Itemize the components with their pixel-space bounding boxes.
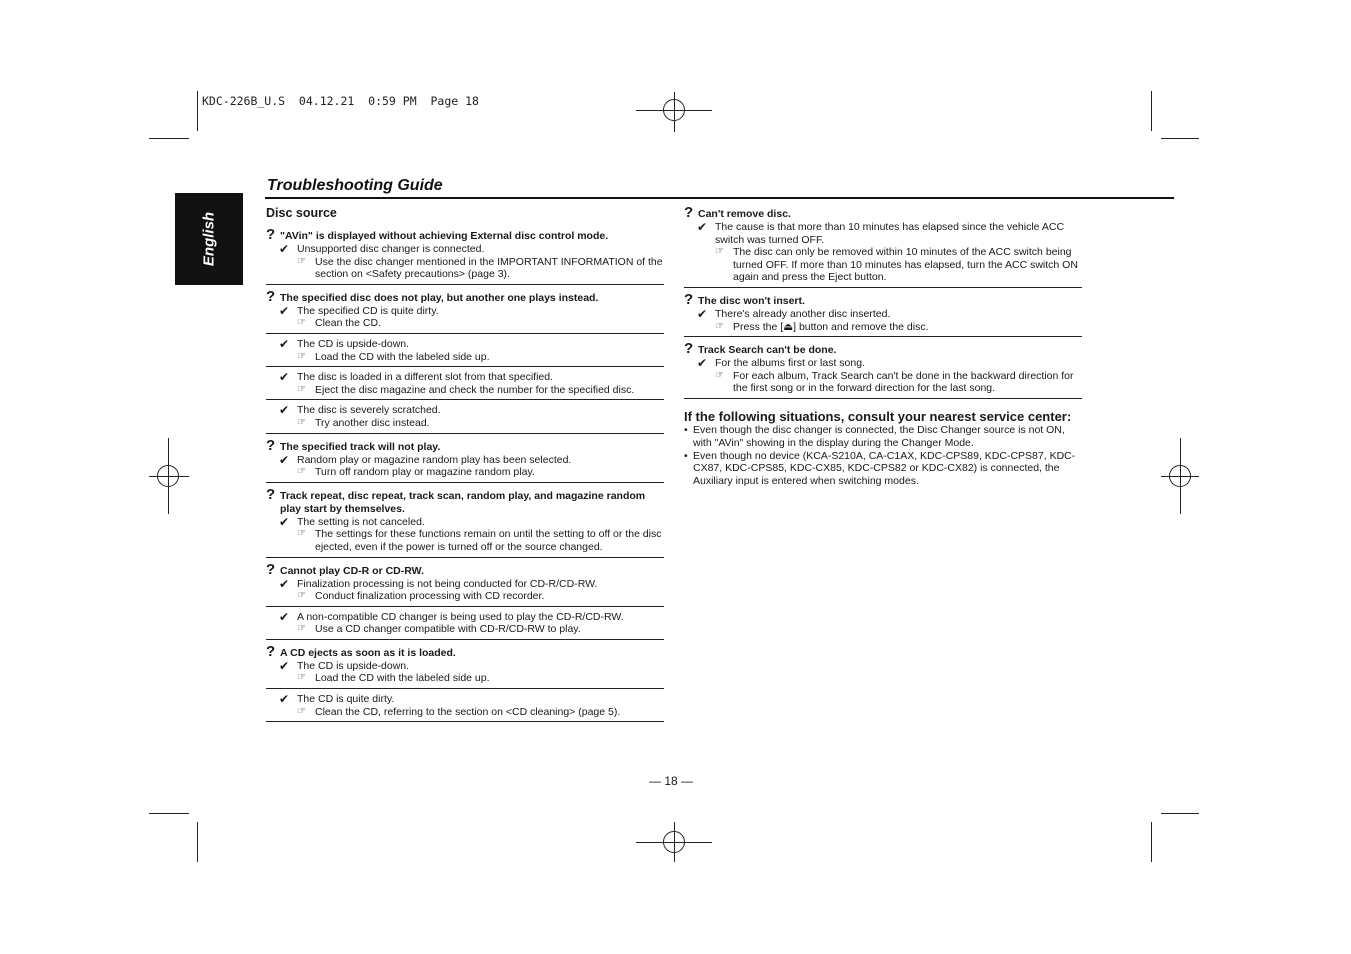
check-icon: ✔ [697,306,708,321]
problem-item [266,642,664,722]
language-tab [175,193,243,285]
cause-text: The setting is not canceled. [297,515,425,528]
check-icon: ✔ [279,336,290,351]
cause-row [279,516,664,529]
problem-question [684,342,1082,357]
remedy-text: Load the CD with the labeled side up. [315,672,490,685]
question-text: Can't remove disc. [698,208,791,220]
cause-block [684,357,1082,395]
check-icon: ✔ [279,576,290,591]
left-problem-list [266,228,664,722]
check-icon: ✔ [279,303,290,318]
check-icon: ✔ [697,220,708,234]
check-icon: ✔ [279,370,290,385]
remedy-text: Clean the CD. [315,317,381,330]
hand-pointer-icon: ☞ [715,320,724,332]
cause-row [279,371,664,384]
remedy-row [297,317,664,330]
problem-item [684,206,1082,288]
cause-block [266,333,664,363]
remedy-text: The settings for these functions remain on until the setting to off or the disc ejected, even if the power is turned off or the source changed. [315,528,662,553]
remedy-text: Try another disc instead. [315,416,430,429]
remedy-row [715,370,1082,395]
cause-block [266,366,664,396]
problem-question [684,206,1082,221]
cause-text: Random play or magazine random play has been selected. [297,453,572,466]
cause-row [279,660,664,673]
remedy-row [297,623,664,636]
cause-row [697,221,1082,246]
section-title: Disc source [266,206,337,220]
cause-text: The CD is quite dirty. [297,693,395,706]
check-icon: ✔ [279,692,290,707]
consult-item-text: Even though the disc changer is connected, the Disc Changer source is not ON, with "AVin" showing in the display during the Changer Mode. [693,423,1065,449]
language-tab-label: English [200,211,218,267]
remedy-text: Eject the disc magazine and check the number for the specified disc. [315,383,635,396]
hand-pointer-icon: ☞ [297,623,306,635]
hand-pointer-icon: ☞ [297,383,306,395]
question-icon: ? [684,290,694,308]
bullet-icon: • [684,423,688,436]
cause-block [266,688,664,718]
cause-block [266,305,664,330]
question-text: The disc won't insert. [698,294,805,307]
cause-row [279,243,664,256]
problem-item [684,290,1082,337]
remedy-row [715,246,1082,284]
right-problem-list [684,206,1082,399]
remedy-text: Conduct finalization processing with CD recorder. [315,590,545,603]
remedy-text: For each album, Track Search can't be done in the backward direction for the first song or in the forward direction for the last song. [733,369,1074,395]
cause-text: The CD is upside-down. [297,337,410,350]
question-icon: ? [266,226,276,243]
cause-row [279,611,664,624]
cause-row [279,338,664,351]
print-slug: KDC-226B_U.S 04.12.21 0:59 PM Page 18 [202,94,479,108]
question-icon: ? [266,287,276,305]
bullet-icon: • [684,449,688,462]
question-text: "AVin" is displayed without achieving External disc control mode. [280,230,609,242]
problem-item [266,436,664,483]
cause-block [266,399,664,429]
check-icon: ✔ [279,609,290,624]
remedy-row [297,466,664,479]
check-icon: ✔ [279,242,290,256]
remedy-row [297,256,664,281]
hand-pointer-icon: ☞ [297,590,306,602]
check-icon: ✔ [279,514,290,529]
consult-list [684,424,1082,488]
cause-block [684,308,1082,333]
remedy-text: Use a CD changer compatible with CD-R/CD-RW to play. [315,623,581,636]
cause-row [279,454,664,467]
cause-text: A non-compatible CD changer is being used to play the CD-R/CD-RW. [297,610,624,623]
hand-pointer-icon: ☞ [297,672,306,684]
cause-block [266,454,664,479]
problem-item [266,287,664,434]
hand-pointer-icon: ☞ [297,350,306,362]
problem-question [266,642,664,660]
question-text: Track Search can't be done. [698,344,837,357]
consult-item-text: Even though no device (KCA-S210A, CA-C1AX, KDC-CPS89, KDC-CPS87, KDC-CX87, KDC-CPS85, KDC-CX85, KDC-CPS82 or KDC-CX82) is connected, the Auxiliary input is entered when switching modes. [693,449,1076,488]
hand-pointer-icon: ☞ [297,317,306,329]
cause-block [266,516,664,554]
cause-block [266,243,664,281]
remedy-row [297,351,664,364]
question-icon: ? [266,560,276,578]
cause-text: The disc is severely scratched. [297,404,441,417]
cause-row [697,308,1082,321]
check-icon: ✔ [279,658,290,673]
question-icon: ? [266,436,276,454]
remedy-row [297,384,664,397]
question-text: Cannot play CD-R or CD-RW. [280,564,424,577]
page-number: — 18 — [649,774,694,788]
cause-block [266,578,664,603]
cause-row [279,305,664,318]
remedy-row [715,321,1082,334]
hand-pointer-icon: ☞ [297,528,306,540]
remedy-row [297,706,664,719]
hand-pointer-icon: ☞ [297,255,306,267]
hand-pointer-icon: ☞ [297,705,306,717]
problem-item [684,342,1082,399]
problem-question [266,560,664,578]
problem-question [266,228,664,243]
left-column [266,206,664,727]
cause-text: Unsupported disc changer is connected. [297,243,485,255]
remedy-text: Clean the CD, referring to the section on <CD cleaning> (page 5). [315,705,621,718]
cause-row [279,404,664,417]
remedy-text: Press the [⏏] button and remove the disc. [733,320,929,333]
remedy-text: Turn off random play or magazine random play. [315,466,535,479]
right-column [684,206,1082,488]
remedy-row [297,528,664,553]
remedy-text: The disc can only be removed within 10 minutes of the ACC switch being turned OFF. If more than 10 minutes has elapsed, turn the ACC switch ON again and press the Eject button. [733,246,1078,284]
problem-question [266,436,664,454]
remedy-text: Use the disc changer mentioned in the IMPORTANT INFORMATION of the section on <Safety precautions> (page 3). [315,255,663,281]
check-icon: ✔ [279,403,290,418]
remedy-row [297,672,664,685]
question-icon: ? [684,204,694,221]
problem-item [266,228,664,285]
question-icon: ? [266,642,276,660]
hand-pointer-icon: ☞ [715,369,724,381]
problem-question [266,287,664,305]
question-text: Track repeat, disc repeat, track scan, random play, and magazine random play start by themselves. [280,489,646,515]
cause-text: For the albums first or last song. [715,357,865,370]
cause-row [279,693,664,706]
problem-question [684,290,1082,308]
cause-text: The disc is loaded in a different slot from that specified. [297,371,554,384]
cause-text: The cause is that more than 10 minutes has elapsed since the vehicle ACC switch was turned OFF. [715,221,1065,246]
page-title: Troubleshooting Guide [267,177,443,194]
problem-item [266,560,664,640]
cause-block [684,221,1082,284]
hand-pointer-icon: ☞ [715,246,724,258]
cause-text: The specified CD is quite dirty. [297,304,439,317]
cause-text: The CD is upside-down. [297,659,410,672]
check-icon: ✔ [697,356,708,371]
hand-pointer-icon: ☞ [297,466,306,478]
title-rule [265,197,1174,199]
cause-row [697,357,1082,370]
consult-item [684,424,1082,450]
cause-block [266,606,664,636]
consult-item [684,450,1082,488]
cause-text: Finalization processing is not being conducted for CD-R/CD-RW. [297,577,598,590]
remedy-row [297,590,664,603]
problem-question [266,485,664,516]
problem-item [266,485,664,558]
remedy-text: Load the CD with the labeled side up. [315,350,490,363]
cause-text: There's already another disc inserted. [715,307,891,320]
hand-pointer-icon: ☞ [297,416,306,428]
question-icon: ? [266,485,276,503]
remedy-row [297,417,664,430]
cause-row [279,578,664,591]
consult-title: If the following situations, consult your nearest service center: [684,408,1072,424]
check-icon: ✔ [279,452,290,467]
question-text: The specified track will not play. [280,440,441,453]
question-icon: ? [684,340,694,358]
cause-block [266,660,664,685]
question-text: A CD ejects as soon as it is loaded. [280,646,456,659]
question-text: The specified disc does not play, but another one plays instead. [280,291,599,304]
